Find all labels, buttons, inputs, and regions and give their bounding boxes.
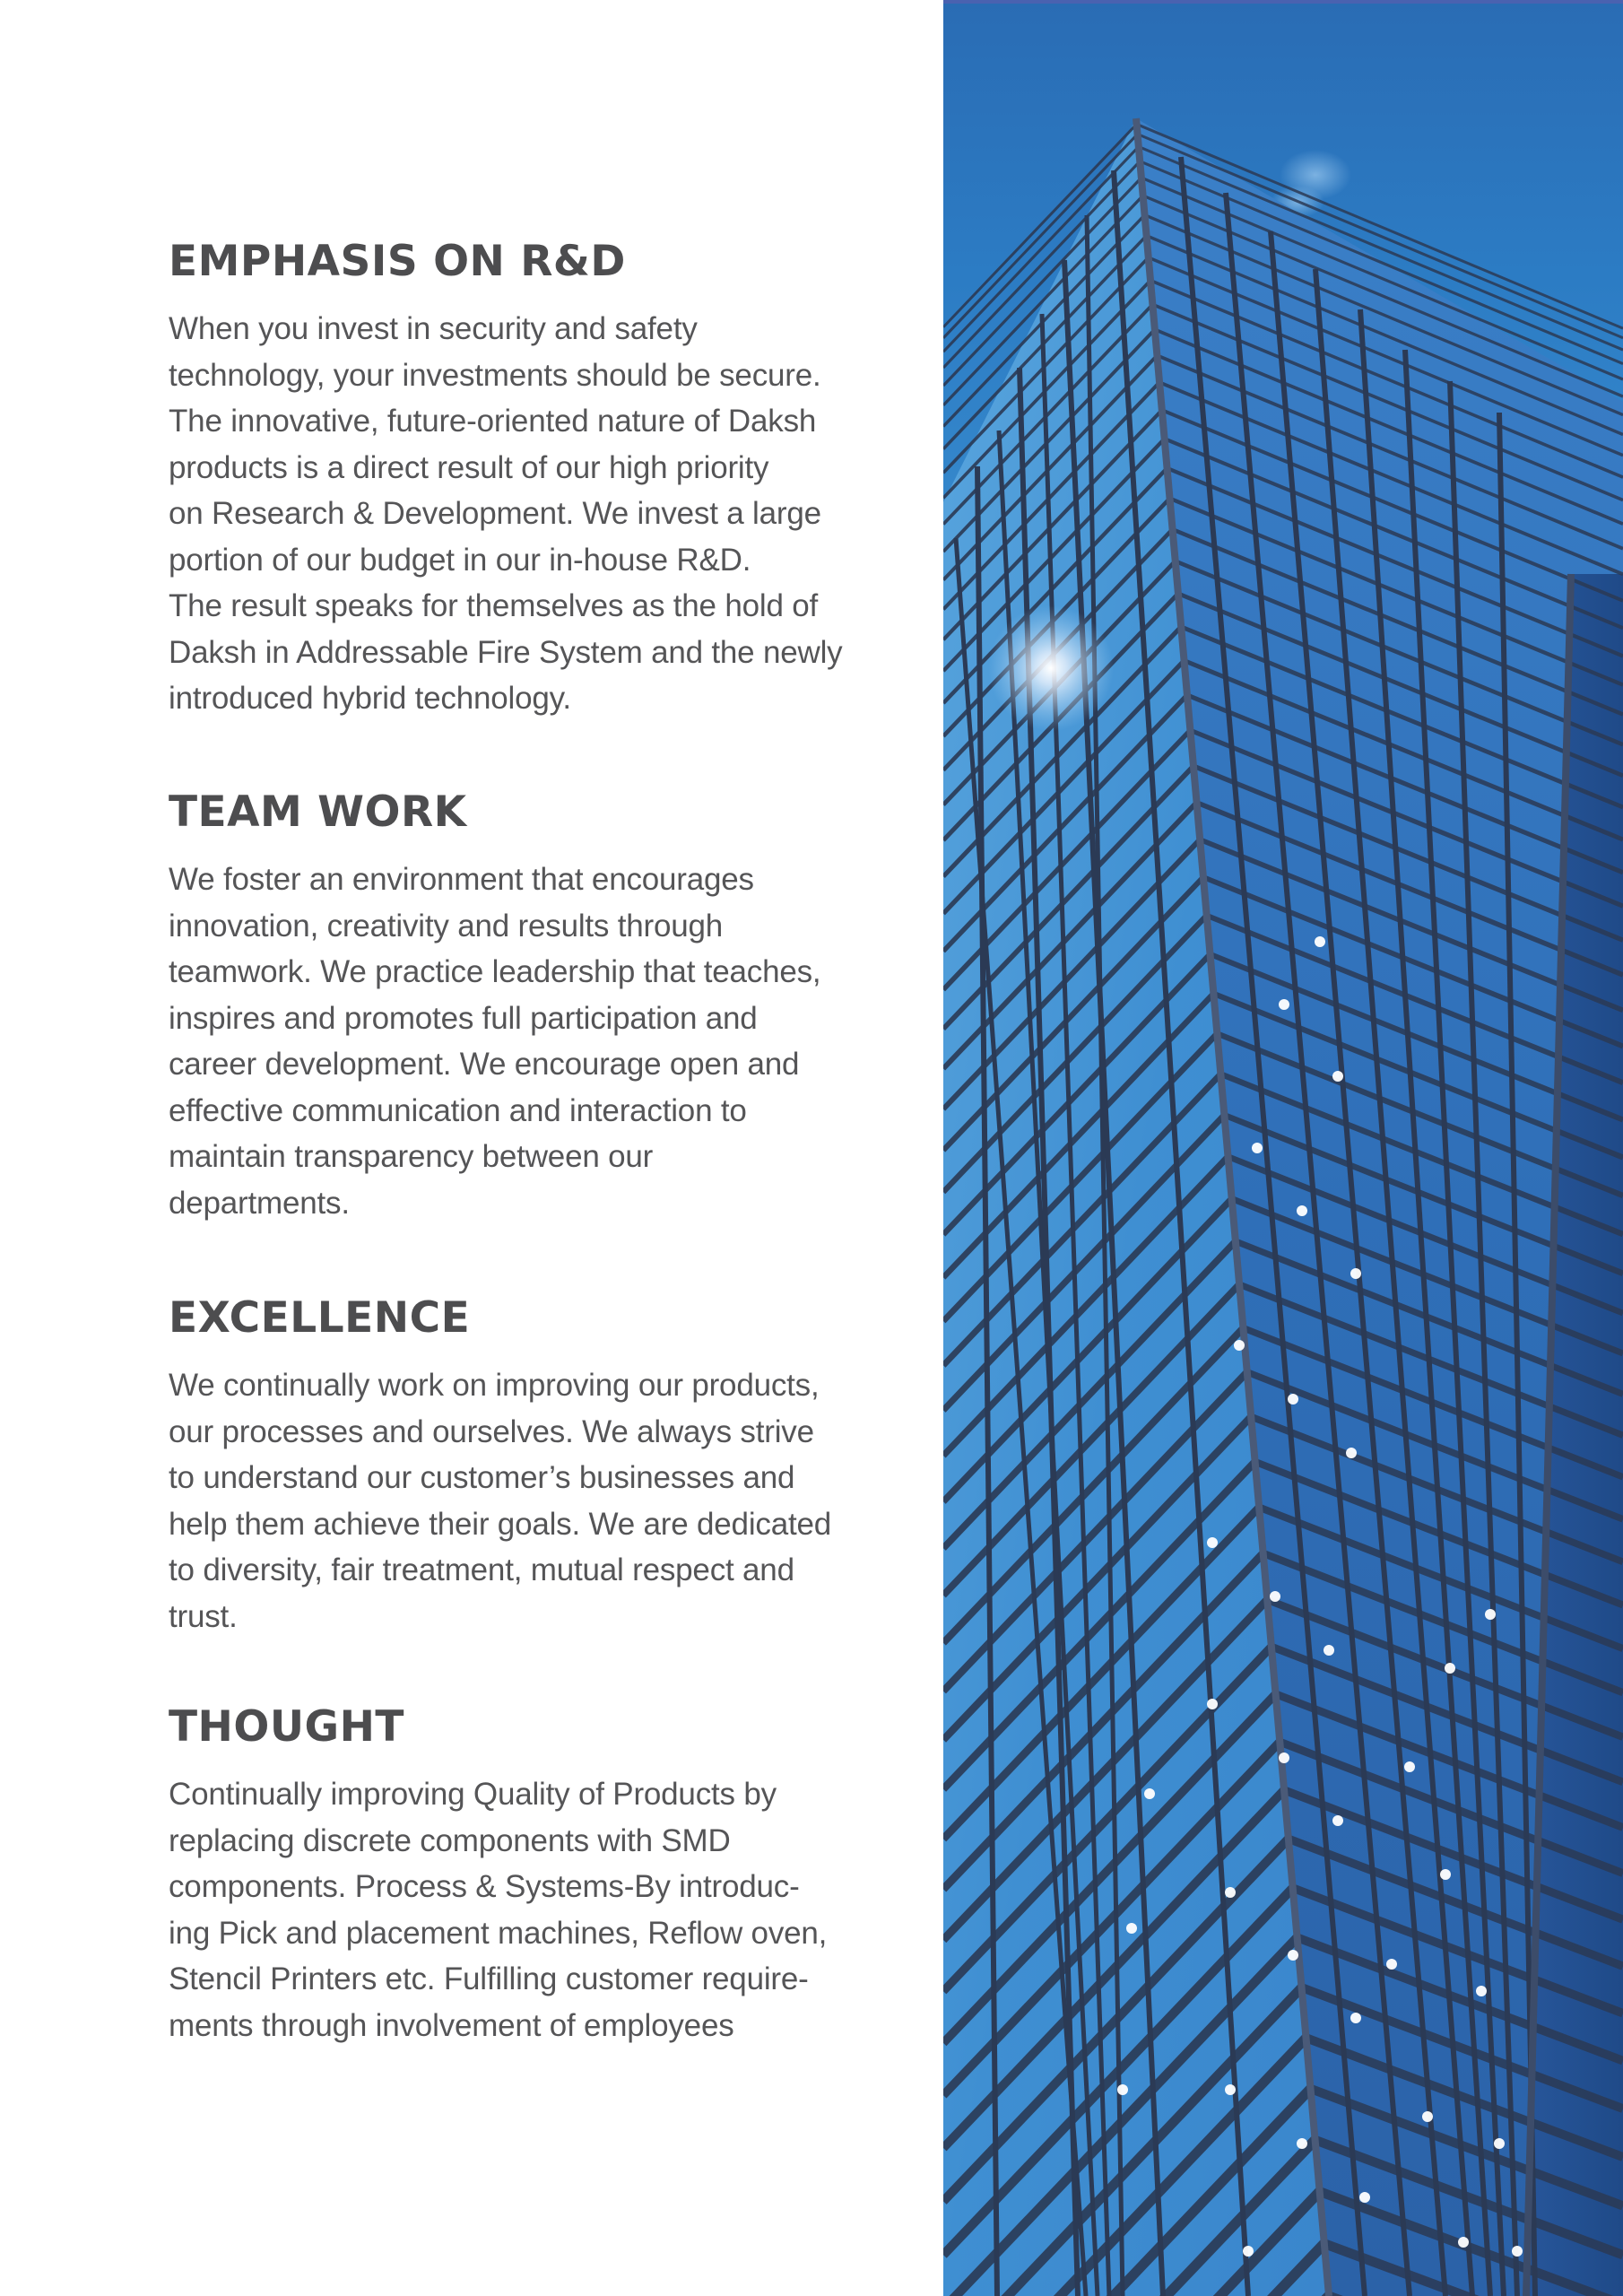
body-line: Stencil Printers etc. Fulfilling customer require- [169,1961,809,1996]
body-line: trust. [169,1598,238,1634]
body-line: products is a direct result of our high priority [169,449,769,485]
ceiling-light [1288,1950,1298,1961]
section-body [169,857,922,1226]
ceiling-light [1350,2013,1361,2023]
body-line: portion of our budget in our in-house R&D. [169,542,751,578]
body-line: to diversity, fair treatment, mutual respect and [169,1552,794,1587]
body-line: help them achieve their goals. We are dedicated [169,1506,832,1542]
ceiling-light [1359,2192,1370,2203]
section-body [169,306,922,722]
ceiling-light [1445,1663,1455,1674]
ceiling-light [1350,1268,1361,1279]
body-line: The result speaks for themselves as the hold of [169,588,819,623]
body-line: We foster an environment that encourages [169,862,754,897]
section-body [169,1771,922,2048]
ceiling-light [1494,2138,1505,2149]
ceiling-light [1270,1591,1280,1602]
body-line: The innovative, future-oriented nature of Daksh [169,404,817,439]
ceiling-light [1404,1761,1415,1772]
body-line: departments. [169,1185,350,1221]
ceiling-light [1144,1788,1155,1799]
ceiling-light [1252,1143,1263,1153]
section-heading: TEAM WORK [169,787,467,837]
ceiling-light [1332,1071,1343,1082]
body-line: introduced hybrid technology. [169,681,571,716]
body-line: effective communication and interaction to [169,1092,747,1128]
ceiling-light [1458,2237,1469,2248]
section-excellence [169,1293,922,1639]
ceiling-light [1297,1205,1307,1216]
section-thought [169,1702,922,2048]
body-line: maintain transparency between our [169,1139,654,1174]
building-illustration [943,0,1623,2296]
section-heading: EMPHASIS ON R&D [169,237,626,286]
ceiling-light [1386,1959,1397,1970]
body-line: innovation, creativity and results through [169,908,724,944]
ceiling-light [1512,2246,1523,2257]
ceiling-light [1297,2138,1307,2149]
ceiling-light [1324,1645,1334,1656]
ceiling-light [1476,1986,1487,1996]
ceiling-light [1279,999,1289,1010]
body-line: replacing discrete components with SMD [169,1822,731,1858]
body-line: teamwork. We practice leadership that teaches, [169,954,821,989]
section-team-work [169,787,922,1226]
body-line: Daksh in Addressable Fire System and the newly [169,634,843,670]
ceiling-light [1315,936,1325,947]
ceiling-light [1225,2084,1236,2095]
body-line: We continually work on improving our products, [169,1368,820,1403]
ceiling-light [1288,1394,1298,1405]
ceiling-light [1207,1699,1218,1709]
ceiling-light [1117,2084,1128,2095]
ceiling-light [1243,2246,1254,2257]
ceiling-light [1234,1340,1245,1351]
ceiling-light [1279,1752,1289,1763]
body-line: components. Process & Systems-By introduc- [169,1869,800,1904]
top-edge [943,0,1623,4]
body-line: inspires and promotes full participation and [169,1000,758,1036]
body-line: technology, your investments should be secure. [169,357,821,393]
section-body [169,1362,922,1639]
sun-glare [988,605,1114,731]
body-line: our processes and ourselves. We always strive [169,1413,814,1449]
body-line: on Research & Development. We invest a large [169,496,821,531]
ceiling-light [1207,1537,1218,1548]
body-line: ing Pick and placement machines, Reflow oven, [169,1915,828,1951]
section-emphasis-rd [169,237,922,722]
body-line: ments through involvement of employees [169,2007,734,2043]
ceiling-light [1332,1815,1343,1826]
ceiling-light [1126,1923,1137,1934]
ceiling-light [1440,1869,1451,1880]
ceiling-light [1422,2111,1433,2122]
ceiling-light [1225,1887,1236,1898]
body-line: to understand our customer’s businesses and [169,1460,795,1495]
building [943,118,1623,2296]
body-line: Continually improving Quality of Products by [169,1777,777,1812]
section-heading: THOUGHT [169,1702,404,1752]
ceiling-light [1346,1448,1357,1458]
body-line: career development. We encourage open and [169,1047,800,1082]
section-heading: EXCELLENCE [169,1293,471,1343]
ceiling-light [1485,1609,1496,1620]
body-line: When you invest in security and safety [169,311,698,346]
skyscraper-photo [943,0,1623,2296]
